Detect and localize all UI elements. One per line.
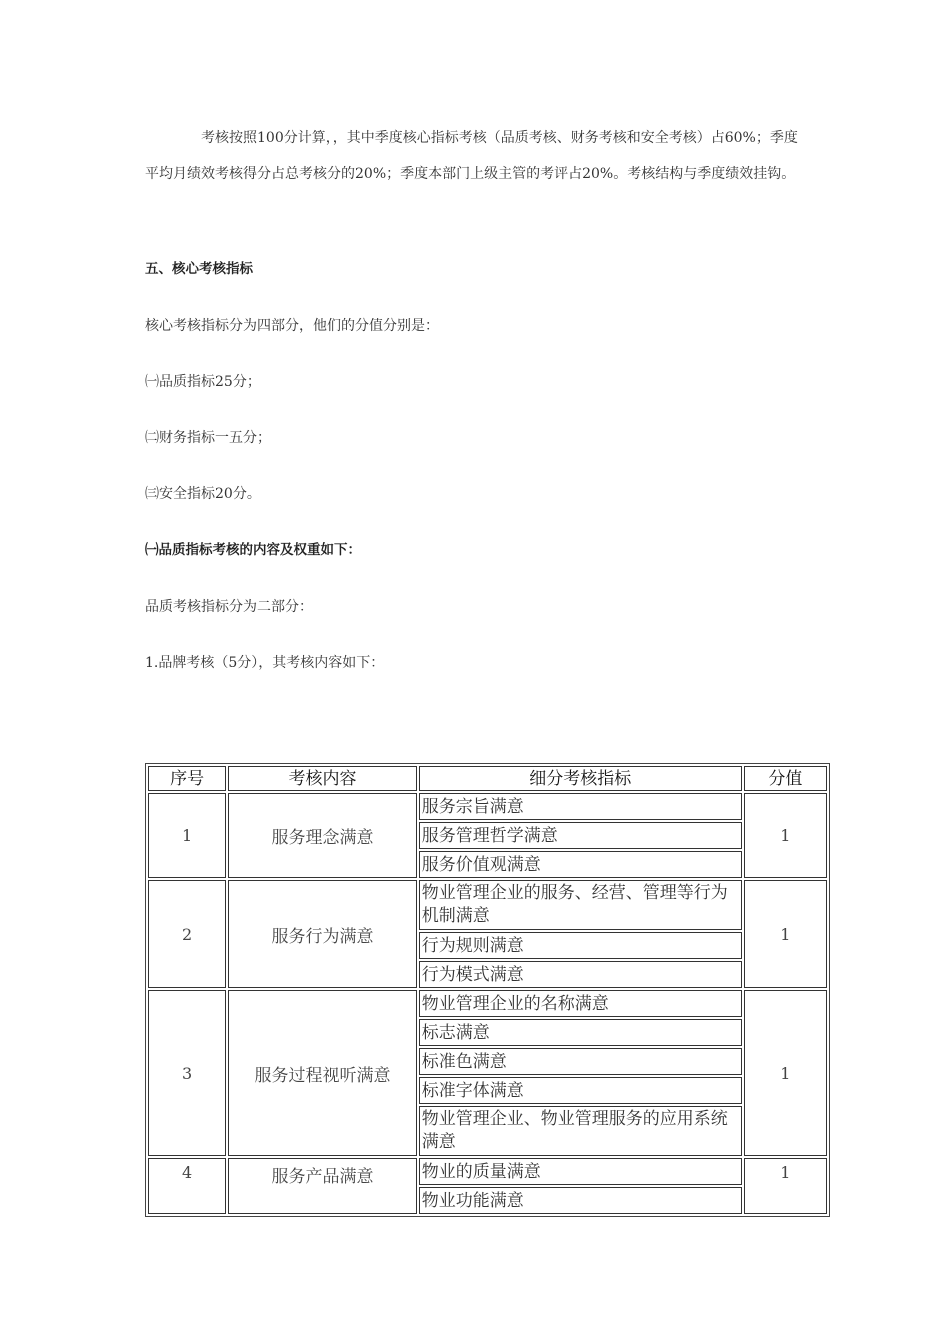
table-header-row xyxy=(148,766,827,791)
row-indicator: 服务管理哲学满意 xyxy=(419,822,742,849)
row-indicator: 标准色满意 xyxy=(419,1048,742,1075)
row-index: 3 xyxy=(148,990,226,1156)
assessment-table xyxy=(145,763,830,1217)
table-row xyxy=(148,793,827,820)
section-heading: 五、核心考核指标 xyxy=(145,261,253,277)
table-row xyxy=(148,1158,827,1185)
header-indicators: 细分考核指标 xyxy=(419,766,742,791)
row-indicator: 服务宗旨满意 xyxy=(419,793,742,820)
table-row xyxy=(148,990,827,1017)
row-indicator: 物业管理企业、物业管理服务的应用系统满意 xyxy=(419,1106,742,1156)
row-indicator: 行为模式满意 xyxy=(419,961,742,988)
row-score: 1 xyxy=(744,990,827,1156)
row-score: 1 xyxy=(744,793,827,878)
row-indicator: 物业管理企业的服务、经营、管理等行为机制满意 xyxy=(419,880,742,930)
row-indicator: 物业管理企业的名称满意 xyxy=(419,990,742,1017)
header-index: 序号 xyxy=(148,766,226,791)
row-indicator: 物业的质量满意 xyxy=(419,1158,742,1185)
brand-check-text: 1.品牌考核（5分），其考核内容如下： xyxy=(145,655,385,671)
row-indicator: 标志满意 xyxy=(419,1019,742,1046)
row-score: 1 xyxy=(744,880,827,988)
table-row xyxy=(148,880,827,930)
row-content: 服务理念满意 xyxy=(228,793,417,878)
row-content: 服务行为满意 xyxy=(228,880,417,988)
row-index: 1 xyxy=(148,793,226,878)
safety-item: ㈢安全指标20分。 xyxy=(145,486,261,502)
row-index: 2 xyxy=(148,880,226,988)
row-indicator: 行为规则满意 xyxy=(419,932,742,959)
row-content: 服务产品满意 xyxy=(228,1158,417,1214)
header-score: 分值 xyxy=(744,766,827,791)
row-score: 1 xyxy=(744,1158,827,1214)
row-indicator: 服务价值观满意 xyxy=(419,851,742,878)
row-indicator: 物业功能满意 xyxy=(419,1187,742,1214)
quality-parts-text: 品质考核指标分为二部分： xyxy=(145,599,313,615)
finance-item: ㈡财务指标一五分； xyxy=(145,430,271,446)
header-content: 考核内容 xyxy=(228,766,417,791)
core-intro-text: 核心考核指标分为四部分，他们的分值分别是： xyxy=(145,318,439,334)
row-indicator: 标准字体满意 xyxy=(419,1077,742,1104)
intro-paragraph: 考核按照100分计算，，其中季度核心指标考核（品质考核、财务考核和安全考核）占60%；季度平均月绩效考核得分占总考核分的20%；季度本部门上级主管的考评占20%。考核结构与季度绩效挂钩。 xyxy=(145,130,798,182)
row-content: 服务过程视听满意 xyxy=(228,990,417,1156)
quality-subheading: ㈠品质指标考核的内容及权重如下： xyxy=(145,542,361,558)
quality-item: ㈠品质指标25分； xyxy=(145,374,261,390)
row-index: 4 xyxy=(148,1158,226,1214)
